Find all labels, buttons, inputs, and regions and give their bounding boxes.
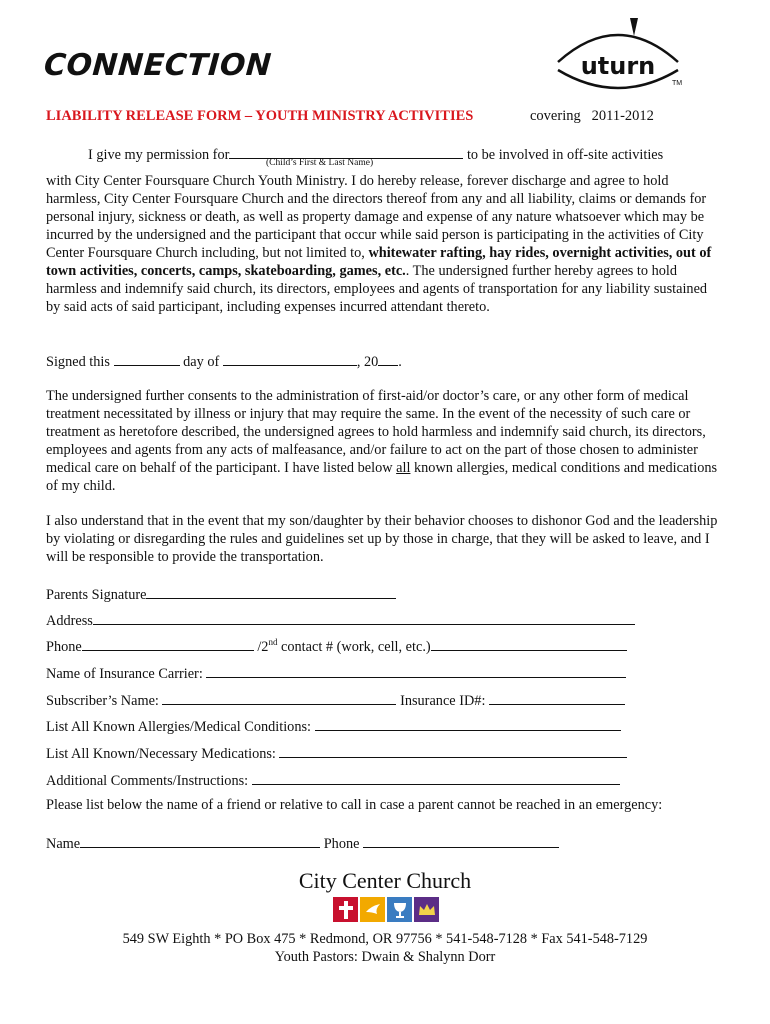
allergies-field[interactable] <box>315 716 621 731</box>
release-text-1: with City Center Foursquare Church Youth Ministry. I do hereby release, forever discharge and agree to hold harmless, City Center Foursquare Church and the directors thereof from any and all liability, claims or demands for personal injury, sickness or death, as well as property damage and expense of any nature whatsoever which may be incurred by the undersigned and the participant that occur while said person is participating in the activities of City Center Foursquare Church including, but not limited to, <box>46 173 707 261</box>
signed-period: . <box>398 354 402 370</box>
release-text-2: . The undersigned further hereby agrees to hold harmless and indemnify said church, its directors, employees and agents of transportation for any liability sustained by said acts of said participant, including expenses incurred attendant thereto. <box>46 263 708 315</box>
second-contact-sup: nd <box>268 637 278 648</box>
child-name-hint: (Child’s First & Last Name) <box>266 158 374 168</box>
dove-icon <box>360 897 385 922</box>
medical-text-1: The undersigned further consents to the administration of first-aid/or doctor’s care, or any other form of medical treatment necessitated by illness or injury that may require the same. In the event of the necessity of such care or treatment as heretofore described, the undersigned agrees to hold harmless and indemnify said church, its directors, employees and agents from any acts of malfeasance, and/or failure to act on the part of those chosen to administer medical care on behalf of the participant. I have listed below <box>46 388 706 476</box>
footer-contact <box>0 930 770 966</box>
medications-label: List All Known/Necessary Medications: <box>46 746 280 762</box>
phone-row <box>46 636 627 656</box>
form-title: LIABILITY RELEASE FORM – YOUTH MINISTRY ACTIVITIES <box>46 108 474 124</box>
signed-year-field[interactable] <box>378 351 398 366</box>
emergency-name-field[interactable] <box>80 833 320 848</box>
child-name-field[interactable] <box>229 144 463 159</box>
parent-signature-field[interactable] <box>146 584 396 599</box>
insurance-id-field[interactable] <box>489 690 625 705</box>
allergies-label: List All Known Allergies/Medical Conditions: <box>46 719 315 735</box>
parent-signature-label: Parents Signature <box>46 587 147 603</box>
allergies-row <box>46 716 621 736</box>
subscriber-label: Subscriber’s Name: <box>46 693 163 709</box>
emergency-contact-row <box>46 833 559 853</box>
release-activities: whitewater rafting, hay rides, overnight activities, out of town activities, concerts, camps, skateboarding, games, etc. <box>46 245 712 279</box>
subscriber-field[interactable] <box>162 690 396 705</box>
subscriber-row <box>46 690 625 710</box>
signed-label: Signed this <box>46 354 110 370</box>
emergency-name-label: Name <box>46 836 81 852</box>
insurance-carrier-row <box>46 663 626 683</box>
covering-period: covering 2011-2012 <box>530 108 654 124</box>
day-of-label: day of <box>183 354 220 370</box>
parent-signature-row <box>46 584 396 604</box>
insurance-carrier-field[interactable] <box>206 663 626 678</box>
logo-wordmark: uturn <box>580 52 656 80</box>
address-row <box>46 610 635 630</box>
church-address: 549 SW Eighth * PO Box 475 * Redmond, OR 97756 * 541-548-7128 * Fax 541-548-7129 <box>122 931 648 947</box>
uturn-logo <box>548 14 688 94</box>
year-prefix: , 20 <box>356 354 379 370</box>
permission-line <box>88 144 663 164</box>
insurance-carrier-label: Name of Insurance Carrier: <box>46 666 207 682</box>
youth-pastors: Youth Pastors: Dwain & Shalynn Dorr <box>274 949 496 965</box>
medications-row <box>46 743 627 763</box>
comments-row <box>46 770 620 790</box>
comments-field[interactable] <box>252 770 620 785</box>
medical-text-2: known allergies, medical conditions and medications of my child. <box>46 460 718 494</box>
emergency-phone-label: Phone <box>323 836 364 852</box>
second-contact-label: contact # (work, cell, etc.) <box>277 639 431 655</box>
trademark-mark: TM <box>672 80 683 87</box>
crown-icon <box>414 897 439 922</box>
medical-all: all <box>396 460 411 476</box>
signed-day-field[interactable] <box>114 351 180 366</box>
signed-date-line <box>46 351 402 371</box>
medications-field[interactable] <box>279 743 627 758</box>
church-icons <box>333 897 439 922</box>
cup-icon <box>387 897 412 922</box>
ministry-brand: CONNECTION <box>42 48 273 83</box>
permission-trail: to be involved in off-site activities <box>466 147 664 163</box>
medical-consent-paragraph <box>46 387 726 495</box>
release-paragraph <box>46 172 722 316</box>
second-contact-prefix: /2 <box>257 639 269 655</box>
permission-lead: I give my permission for <box>88 147 230 163</box>
phone-label: Phone <box>46 639 82 655</box>
insurance-id-label: Insurance ID#: <box>400 693 489 709</box>
phone-field[interactable] <box>82 636 254 651</box>
comments-label: Additional Comments/Instructions: <box>46 773 252 789</box>
address-field[interactable] <box>93 610 635 625</box>
behavior-paragraph: I also understand that in the event that my son/daughter by their behavior chooses to dishonor God and the leadership by violating or disregarding the rules and guidelines set up by those in charge, that they will be asked to leave, and I will be responsible to provide the transportation. <box>46 513 718 565</box>
emergency-prompt: Please list below the name of a friend or relative to call in case a parent cannot be reached in an emergency: <box>46 797 663 813</box>
signed-month-field[interactable] <box>223 351 357 366</box>
address-label: Address <box>46 613 93 629</box>
emergency-phone-field[interactable] <box>363 833 559 848</box>
cross-icon <box>333 897 358 922</box>
church-name: City Center Church <box>298 868 472 893</box>
second-contact-field[interactable] <box>431 636 627 651</box>
